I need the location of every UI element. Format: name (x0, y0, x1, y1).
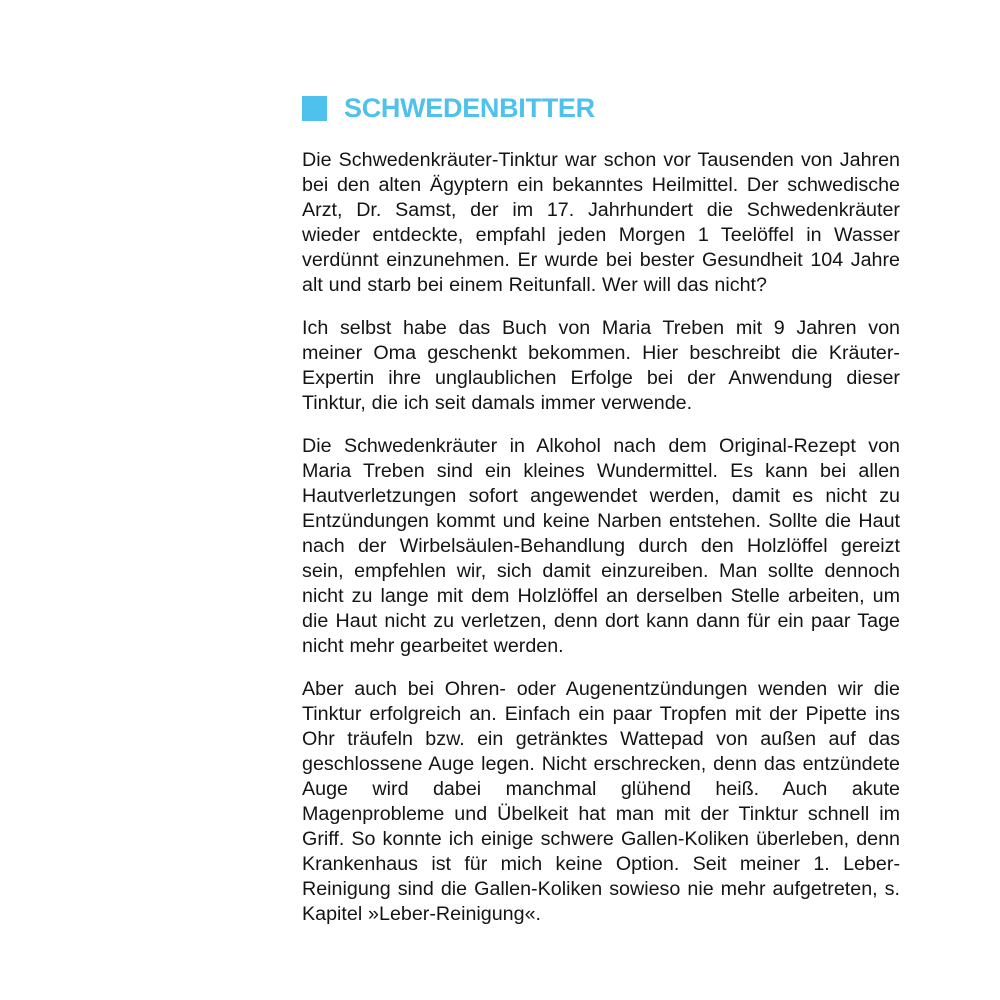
document-page (302, 95, 900, 927)
section-heading (302, 95, 900, 122)
square-bullet-icon (302, 96, 327, 121)
body-paragraph: Aber auch bei Ohren- oder Augenentzündungen wenden wir die Tinktur erfolgreich an. Einfach ein paar Tropfen mit der Pipette ins Ohr träufeln bzw. ein getränktes Wattepad von außen auf das geschlossene Auge legen. Nicht erschrecken, denn das entzündete Auge wird dabei manchmal glühend heiß. Auch akute Magenprobleme und Übelkeit hat man mit der Tinktur schnell im Griff. So konnte ich einige schwere Gallen-Koliken überleben, denn Krankenhaus ist für mich keine Option. Seit meiner 1. Leber-Reinigung sind die Gallen-Koliken sowieso nie mehr aufgetreten, s. Kapitel »Leber-Reinigung«. (302, 678, 900, 925)
body-paragraph: Die Schwedenkräuter-Tinktur war schon vor Tausenden von Jahren bei den alten Ägyptern ein bekanntes Heilmittel. Der schwedische Arzt, Dr. Samst, der im 17. Jahrhundert die Schwedenkräuter wieder entdeckte, empfahl jeden Morgen 1 Teelöffel in Wasser verdünnt einzunehmen. Er wurde bei bester Gesundheit 104 Jahre alt und starb bei einem Reitunfall. Wer will das nicht? (302, 149, 900, 296)
body-paragraph: Die Schwedenkräuter in Alkohol nach dem Original-Rezept von Maria Treben sind ein kleines Wundermittel. Es kann bei allen Hautverletzungen sofort angewendet werden, damit es nicht zu Entzündungen kommt und keine Narben entstehen. Sollte die Haut nach der Wirbelsäulen-Behandlung durch den Holzlöffel gereizt sein, empfehlen wir, sich damit einzureiben. Man sollte dennoch nicht zu lange mit dem Holzlöffel an derselben Stelle arbeiten, um die Haut nicht zu verletzen, denn dort kann dann für ein paar Tage nicht mehr gearbeitet werden. (302, 435, 900, 657)
body-text (302, 148, 900, 927)
body-paragraph: Ich selbst habe das Buch von Maria Treben mit 9 Jahren von meiner Oma geschenkt bekommen. Hier beschreibt die Kräuter-Expertin ihre unglaublichen Erfolge bei der Anwendung dieser Tinktur, die ich seit damals immer verwende. (302, 317, 900, 414)
section-title: SCHWEDENBITTER (344, 93, 595, 123)
